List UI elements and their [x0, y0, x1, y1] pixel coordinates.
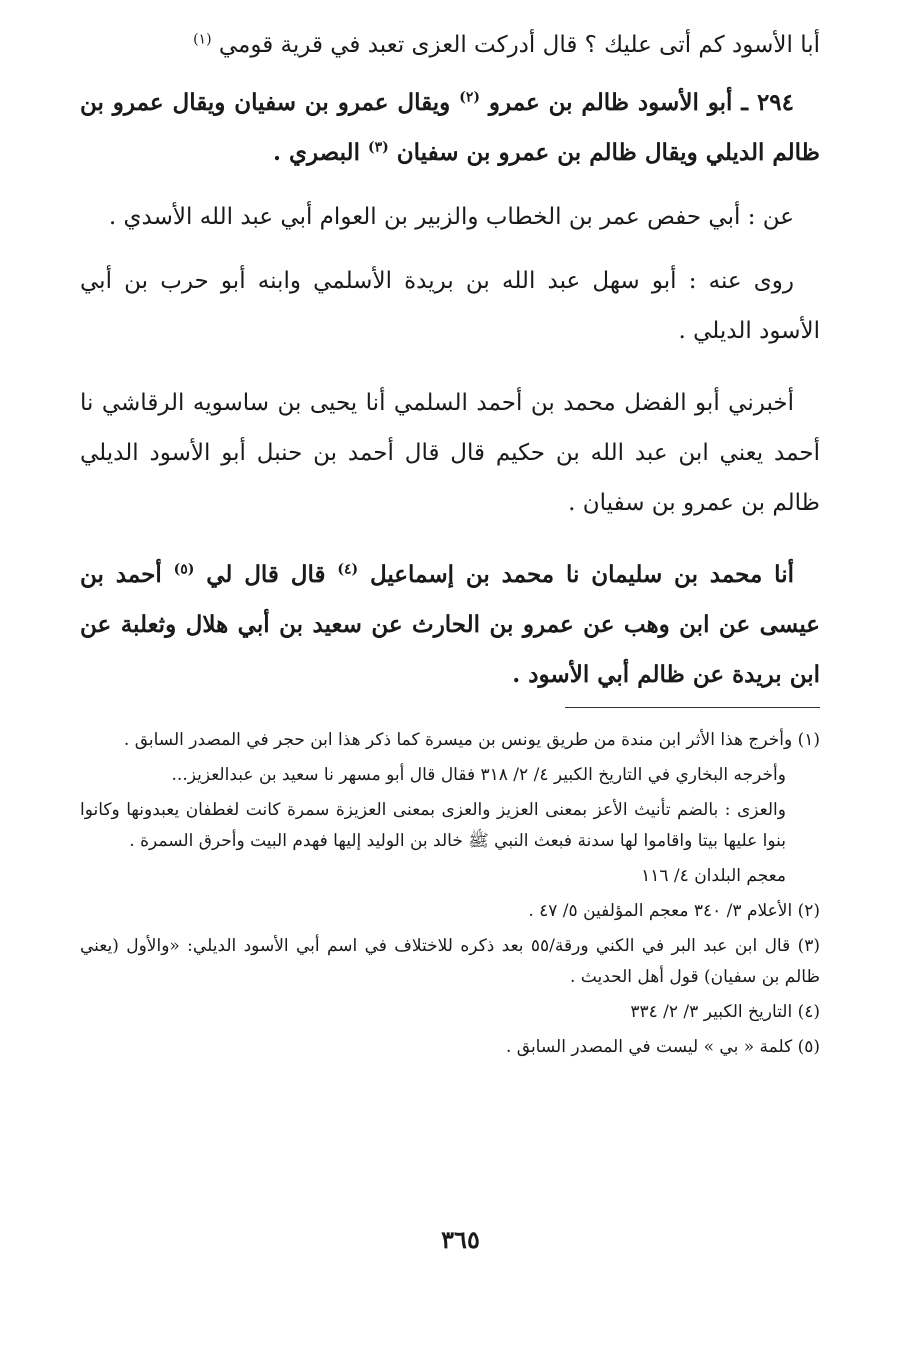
main-text — [80, 20, 820, 700]
footnote-ref-3[interactable]: (٣) — [367, 139, 389, 156]
entry-name-b: ويقال عمرو بن سفيان ويقال عمرو بن ظالم الديلي ويقال ظالم بن عمرو بن سفيان — [80, 89, 820, 166]
footnote-4: (٤) التاريخ الكبير ٣/ ٢/ ٣٣٤ — [630, 1002, 820, 1022]
footnote-1: (١) وأخرج هذا الأثر ابن مندة من طريق يونس بن ميسرة كما ذكر هذا ابن حجر في المصدر السابق . — [123, 730, 820, 750]
ana-text-b: قال قال لي — [206, 561, 326, 588]
footnote-ref-4[interactable]: (٤) — [337, 561, 359, 578]
paragraph-ana — [80, 550, 820, 700]
entry-name-a: ـ أبو الأسود ظالم بن عمرو — [488, 89, 749, 116]
entry-name-c: البصري . — [272, 139, 360, 166]
footnote-3: (٣) قال ابن عبد البر في الكني ورقة/٥٥ بعد ذكره للاختلاف في اسم أبي الأسود الديلي: «والأول (يعني ظالم بن سفيان) قول أهل الحديث . — [80, 936, 820, 987]
footnote-ref-1[interactable]: (١) — [193, 31, 212, 48]
footnote-2: (٢) الأعلام ٣/ ٣٤٠ معجم المؤلفين ٥/ ٤٧ . — [528, 901, 820, 921]
footnote-divider — [565, 707, 820, 708]
ana-text-a: أنا محمد بن سليمان نا محمد بن إسماعيل — [369, 561, 794, 588]
footnote-5: (٥) كلمة « بي » ليست في المصدر السابق . — [505, 1037, 820, 1057]
intro-text: أبا الأسود كم أتى عليك ؟ قال أدركت العزى تعبد في قرية قومي — [218, 32, 820, 58]
paragraph-akhbarani: أخبرني أبو الفضل محمد بن أحمد السلمي أنا يحيى بن ساسويه الرقاشي نا أحمد يعني ابن عبد الله بن حكيم قال قال أحمد بن حنبل أبو الأسود الديلي ظالم بن عمرو بن سفيان . — [80, 390, 820, 516]
footnote-1-continued-c: معجم البلدان ٤/ ١١٦ — [641, 866, 786, 886]
entry-heading — [80, 78, 820, 178]
ana-text-c: أحمد بن عيسى عن ابن وهب عن عمرو بن الحارث عن سعيد بن أبي هلال وثعلبة عن ابن بريدة عن ظالم أبي الأسود . — [80, 561, 820, 688]
entry-number: ٢٩٤ — [756, 89, 795, 116]
paragraph-intro — [80, 20, 820, 70]
footnote-1-continued-b: والعزى : بالضم تأنيث الأعز بمعنى العزيز والعزى بمعنى العزيزة سمرة كانت لغطفان يعبدونها وكانوا بنوا عليها بيتا واقاموا لها سدنة فبعث النبي ﷺ خالد بن الوليد إليها فهدم البيت وأحرق السمرة . — [80, 800, 786, 851]
footnote-1-continued-a: وأخرجه البخاري في التاريخ الكبير ٤/ ٢/ ٣١٨ فقال قال أبو مسهر نا سعيد بن عبدالعزيز... — [171, 765, 786, 785]
footnotes — [80, 725, 820, 1067]
paragraph-an: عن : أبي حفص عمر بن الخطاب والزبير بن العوام أبي عبد الله الأسدي . — [108, 204, 794, 230]
footnote-ref-2[interactable]: (٢) — [459, 89, 480, 106]
page-number: ٣٦٥ — [441, 1225, 480, 1254]
footnote-ref-5[interactable]: (٥) — [173, 561, 195, 578]
paragraph-rawa: روى عنه : أبو سهل عبد الله بن بريدة الأسلمي وابنه أبو حرب بن أبي الأسود الديلي . — [80, 268, 820, 344]
